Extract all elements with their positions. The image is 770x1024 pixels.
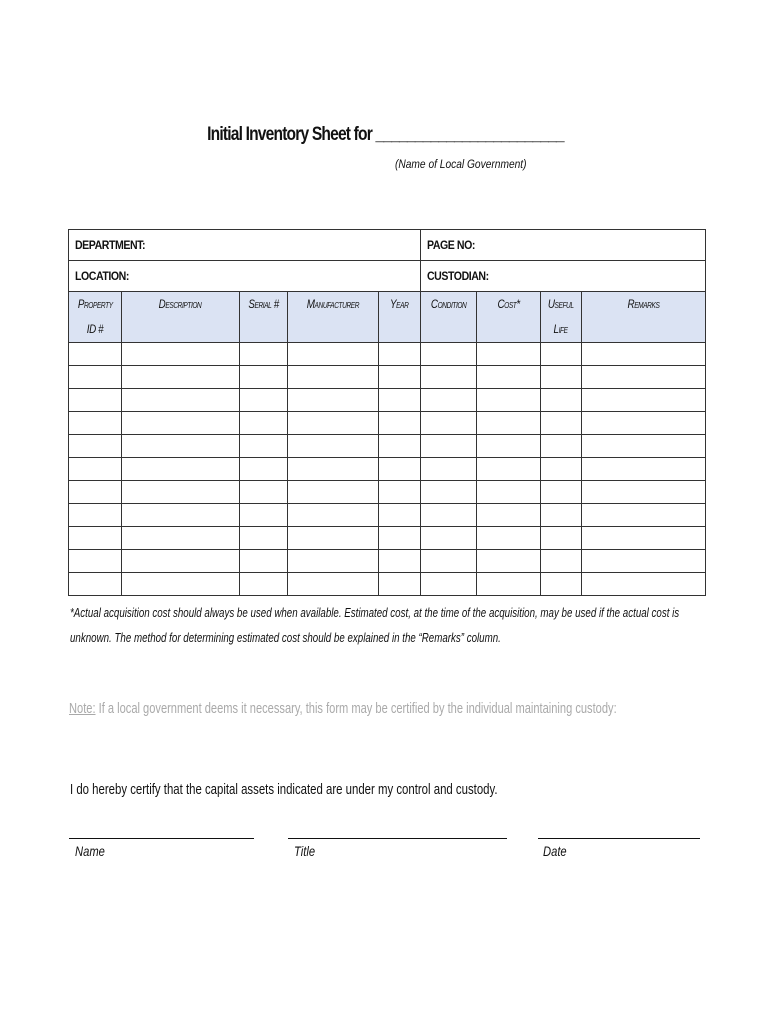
column-header-row bbox=[69, 292, 706, 343]
table-cell[interactable] bbox=[288, 366, 379, 389]
table-cell[interactable] bbox=[69, 412, 122, 435]
table-row bbox=[69, 527, 706, 550]
table-row bbox=[69, 481, 706, 504]
department-field[interactable] bbox=[69, 230, 421, 261]
header-row-2 bbox=[69, 261, 706, 292]
table-cell[interactable] bbox=[122, 458, 240, 481]
table-cell[interactable] bbox=[421, 481, 477, 504]
col-manufacturer-label: Manufacturer bbox=[306, 297, 360, 311]
table-cell[interactable] bbox=[477, 389, 541, 412]
table-cell[interactable] bbox=[541, 550, 582, 573]
table-cell[interactable] bbox=[69, 481, 122, 504]
table-cell[interactable] bbox=[122, 527, 240, 550]
note-text: If a local government deems it necessary, this form may be certified by the individual maintaining custody: bbox=[95, 700, 617, 717]
table-cell[interactable] bbox=[541, 389, 582, 412]
col-property-id bbox=[69, 292, 122, 343]
table-cell[interactable] bbox=[288, 435, 379, 458]
table-cell[interactable] bbox=[122, 389, 240, 412]
footnote-line-1: *Actual acquisition cost should always be used when available. Estimated cost, at the time of the acquisition, may be used if the actual cost is bbox=[70, 606, 680, 620]
table-row bbox=[69, 458, 706, 481]
table-cell[interactable] bbox=[582, 504, 706, 527]
table-cell[interactable] bbox=[288, 458, 379, 481]
table-cell[interactable] bbox=[240, 481, 288, 504]
table-cell[interactable] bbox=[477, 527, 541, 550]
table-cell[interactable] bbox=[541, 458, 582, 481]
col-remarks-label: Remarks bbox=[627, 297, 660, 311]
table-cell[interactable] bbox=[421, 435, 477, 458]
name-label: Name bbox=[75, 843, 105, 859]
table-cell[interactable] bbox=[122, 550, 240, 573]
title-signature-line[interactable] bbox=[288, 838, 507, 839]
table-cell[interactable] bbox=[582, 458, 706, 481]
table-cell[interactable] bbox=[582, 481, 706, 504]
table-cell[interactable] bbox=[379, 435, 421, 458]
table-cell[interactable] bbox=[122, 573, 240, 596]
table-cell[interactable] bbox=[379, 389, 421, 412]
table-cell[interactable] bbox=[240, 343, 288, 366]
note-label: Note: bbox=[69, 700, 96, 717]
table-cell[interactable] bbox=[122, 481, 240, 504]
col-useful-life-line1: Useful bbox=[548, 297, 574, 311]
data-rows bbox=[69, 343, 706, 596]
table-cell[interactable] bbox=[421, 527, 477, 550]
table-row bbox=[69, 366, 706, 389]
table-cell[interactable] bbox=[379, 550, 421, 573]
col-useful-life-line2: Life bbox=[554, 322, 569, 336]
col-manufacturer bbox=[288, 292, 379, 343]
table-cell[interactable] bbox=[288, 573, 379, 596]
table-cell[interactable] bbox=[541, 527, 582, 550]
col-cost bbox=[477, 292, 541, 343]
table-cell[interactable] bbox=[240, 573, 288, 596]
table-cell[interactable] bbox=[379, 527, 421, 550]
location-label: LOCATION: bbox=[75, 269, 129, 283]
col-property-id-line2: ID # bbox=[86, 322, 104, 336]
date-label: Date bbox=[543, 843, 567, 859]
table-cell[interactable] bbox=[477, 481, 541, 504]
table-cell[interactable] bbox=[582, 527, 706, 550]
table-cell[interactable] bbox=[582, 412, 706, 435]
document-title: Initial Inventory Sheet for ________________________ bbox=[206, 124, 564, 145]
col-serial-label: Serial # bbox=[248, 297, 279, 311]
table-row bbox=[69, 435, 706, 458]
table-cell[interactable] bbox=[69, 435, 122, 458]
inventory-table bbox=[68, 229, 706, 596]
table-cell[interactable] bbox=[541, 366, 582, 389]
table-cell[interactable] bbox=[288, 412, 379, 435]
table-cell[interactable] bbox=[69, 458, 122, 481]
table-cell[interactable] bbox=[582, 389, 706, 412]
table-cell[interactable] bbox=[541, 504, 582, 527]
table-cell[interactable] bbox=[421, 412, 477, 435]
table-cell[interactable] bbox=[477, 412, 541, 435]
table-cell[interactable] bbox=[421, 550, 477, 573]
table-cell[interactable] bbox=[288, 550, 379, 573]
table-cell[interactable] bbox=[477, 435, 541, 458]
table-cell[interactable] bbox=[122, 435, 240, 458]
table-cell[interactable] bbox=[541, 481, 582, 504]
table-cell[interactable] bbox=[541, 573, 582, 596]
table-cell[interactable] bbox=[541, 343, 582, 366]
table-cell[interactable] bbox=[69, 527, 122, 550]
col-condition-label: Condition bbox=[430, 297, 467, 311]
table-cell[interactable] bbox=[240, 550, 288, 573]
table-cell[interactable] bbox=[69, 343, 122, 366]
table-cell[interactable] bbox=[477, 458, 541, 481]
table-row bbox=[69, 504, 706, 527]
table-cell[interactable] bbox=[288, 343, 379, 366]
col-year bbox=[379, 292, 421, 343]
col-condition bbox=[421, 292, 477, 343]
table-cell[interactable] bbox=[240, 366, 288, 389]
table-cell[interactable] bbox=[582, 550, 706, 573]
col-remarks bbox=[582, 292, 706, 343]
table-cell[interactable] bbox=[379, 366, 421, 389]
table-cell[interactable] bbox=[477, 343, 541, 366]
table-cell[interactable] bbox=[240, 527, 288, 550]
footnote bbox=[70, 601, 750, 651]
col-property-id-line1: Property bbox=[77, 297, 113, 311]
document-subtitle: (Name of Local Government) bbox=[395, 157, 527, 171]
table-cell[interactable] bbox=[288, 389, 379, 412]
table-cell[interactable] bbox=[379, 481, 421, 504]
note bbox=[69, 700, 617, 717]
table-cell[interactable] bbox=[122, 504, 240, 527]
table-cell[interactable] bbox=[240, 412, 288, 435]
name-signature-line[interactable] bbox=[69, 838, 254, 839]
table-cell[interactable] bbox=[582, 366, 706, 389]
table-cell[interactable] bbox=[379, 573, 421, 596]
table-cell[interactable] bbox=[288, 481, 379, 504]
table-cell[interactable] bbox=[379, 343, 421, 366]
date-signature-line[interactable] bbox=[538, 838, 700, 839]
table-cell[interactable] bbox=[477, 573, 541, 596]
table-cell[interactable] bbox=[122, 366, 240, 389]
table-cell[interactable] bbox=[69, 504, 122, 527]
table-cell[interactable] bbox=[122, 343, 240, 366]
table-cell[interactable] bbox=[582, 343, 706, 366]
table-row bbox=[69, 389, 706, 412]
table-cell[interactable] bbox=[421, 573, 477, 596]
table-cell[interactable] bbox=[421, 366, 477, 389]
table-cell[interactable] bbox=[477, 550, 541, 573]
table-cell[interactable] bbox=[379, 412, 421, 435]
col-year-label: Year bbox=[390, 297, 409, 311]
custodian-label: CUSTODIAN: bbox=[427, 269, 489, 283]
col-useful-life bbox=[541, 292, 582, 343]
title-wrap bbox=[0, 124, 770, 146]
table-row bbox=[69, 412, 706, 435]
table-cell[interactable] bbox=[240, 458, 288, 481]
table-cell[interactable] bbox=[240, 504, 288, 527]
table-row bbox=[69, 573, 706, 596]
table-cell[interactable] bbox=[69, 366, 122, 389]
certification-statement: I do hereby certify that the capital assets indicated are under my control and custody. bbox=[70, 781, 498, 798]
col-cost-label: Cost* bbox=[497, 297, 520, 311]
table-cell[interactable] bbox=[421, 458, 477, 481]
table-cell[interactable] bbox=[69, 550, 122, 573]
table-row bbox=[69, 343, 706, 366]
table-cell[interactable] bbox=[541, 435, 582, 458]
col-description bbox=[122, 292, 240, 343]
table-cell[interactable] bbox=[421, 504, 477, 527]
title-label: Title bbox=[294, 843, 316, 859]
header-row-1 bbox=[69, 230, 706, 261]
table-cell[interactable] bbox=[477, 504, 541, 527]
table-cell[interactable] bbox=[240, 435, 288, 458]
table-cell[interactable] bbox=[379, 504, 421, 527]
table-cell[interactable] bbox=[582, 435, 706, 458]
table-cell[interactable] bbox=[69, 573, 122, 596]
page-no-field[interactable] bbox=[421, 230, 706, 261]
department-label: DEPARTMENT: bbox=[75, 238, 146, 252]
table-cell[interactable] bbox=[240, 389, 288, 412]
table-cell[interactable] bbox=[288, 527, 379, 550]
table-cell[interactable] bbox=[288, 504, 379, 527]
footnote-line-2: unknown. The method for determining estimated cost should be explained in the “Remarks” column. bbox=[70, 631, 501, 645]
table-cell[interactable] bbox=[122, 412, 240, 435]
table-cell[interactable] bbox=[69, 389, 122, 412]
table-cell[interactable] bbox=[477, 366, 541, 389]
custodian-field[interactable] bbox=[421, 261, 706, 292]
location-field[interactable] bbox=[69, 261, 421, 292]
table-cell[interactable] bbox=[541, 412, 582, 435]
table-cell[interactable] bbox=[421, 343, 477, 366]
table-row bbox=[69, 550, 706, 573]
col-serial bbox=[240, 292, 288, 343]
page-no-label: PAGE NO: bbox=[427, 238, 475, 252]
table-cell[interactable] bbox=[379, 458, 421, 481]
table-cell[interactable] bbox=[582, 573, 706, 596]
table-cell[interactable] bbox=[421, 389, 477, 412]
col-description-label: Description bbox=[159, 297, 202, 311]
